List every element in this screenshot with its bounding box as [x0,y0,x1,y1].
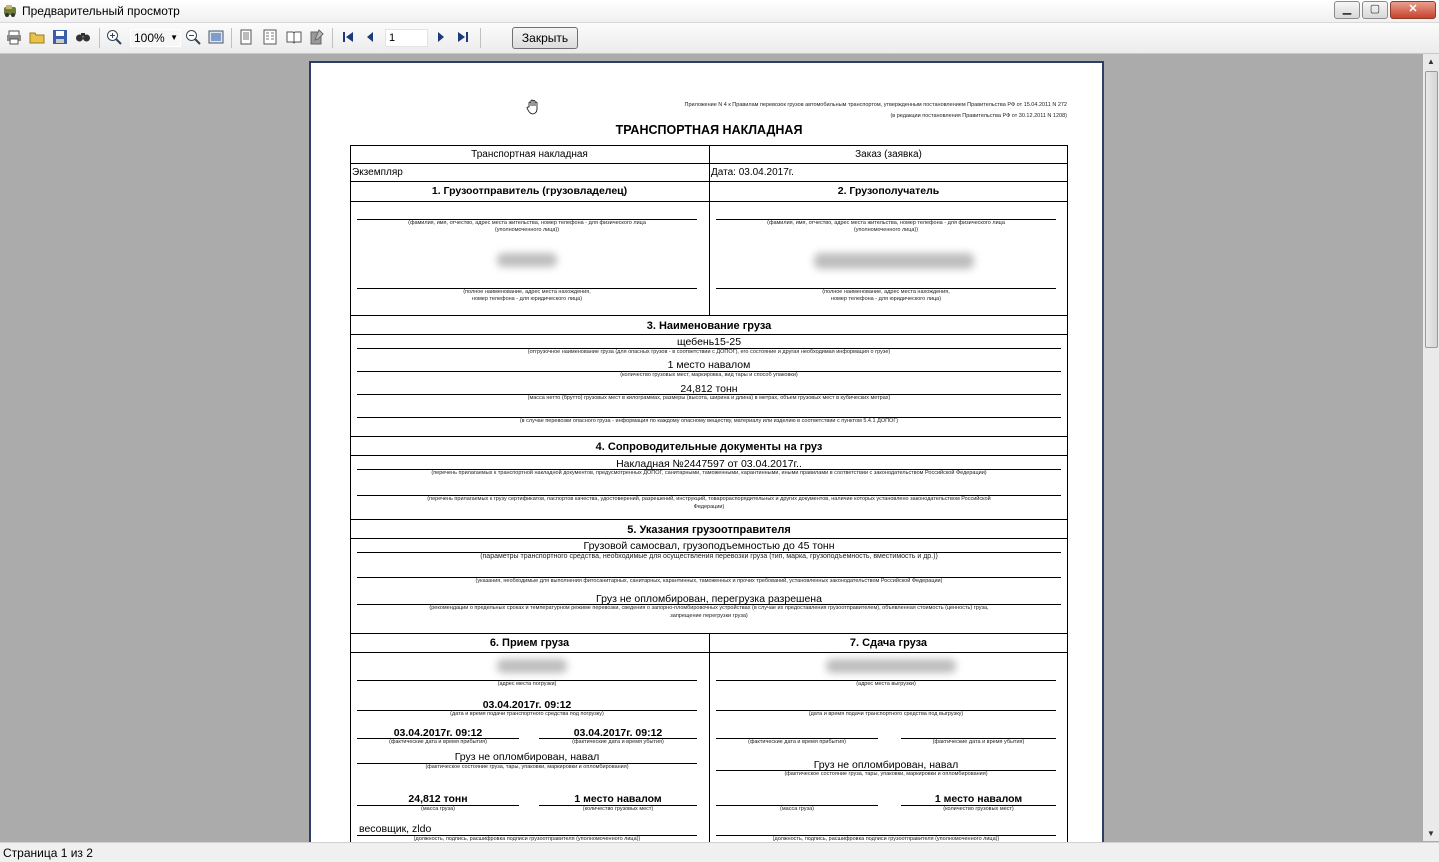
page-status: Страница 1 из 2 [3,846,93,860]
fit-page-icon[interactable] [208,29,224,45]
section-3-title: 3. Наименование груза [646,320,772,332]
docs-hint-3: Федерации) [693,504,725,510]
unload-depart-hint: (фактические дата и время убытия) [932,739,1025,745]
cargo-name-hint: (отгрузочное наименование груза (для опасных грузов - в соответствии с ДОПОГ), его состояние и другая необходимая информация о грузе) [527,349,891,355]
section-1-title: 1. Грузоотправитель (грузовладелец) [431,185,628,197]
open-folder-icon[interactable] [29,29,45,45]
redacted-shipper [497,253,557,267]
mass-value: 24,812 тонн [408,793,468,805]
arrive-time: 03.04.2017г. 09:12 [393,727,483,739]
redacted-load-address [497,659,567,673]
appendix-line-2: (в редакции постановления Правительства РФ от 30.12.2011 N 1208) [890,113,1067,119]
print-icon[interactable] [6,29,22,45]
shipper-org-hint-2: номер телефона - для юридического лица) [471,296,583,302]
load-time: 03.04.2017г. 09:12 [482,699,572,711]
find-icon[interactable] [75,29,91,45]
section-2-title: 2. Грузополучатель [837,185,940,197]
cargo-danger-hint: (в случае перевозки опасного груза - информация по каждому опасному веществу, материалу или изделию в соответствии с пунктом 5.4.1 ДОПОГ) [519,418,899,424]
docs-hint-2: (перечень прилагаемых к грузу сертификатов, паспортов качества, удостоверений, разрешений, инструкций, товарораспорядительных и других документов, наличие которых установлено законодательством Российской [427,496,991,502]
maximize-button[interactable]: ▢ [1362,1,1388,19]
state-hint-right: (фактическое состояние груза, тары, упаковки, маркировки и опломбирования) [784,771,988,777]
seal-value: Груз не опломбирован, перегрузка разрешена [596,593,822,605]
section-7-title: 7. Сдача груза [849,637,928,649]
close-preview-button[interactable]: Закрыть [512,27,578,49]
zoom-select[interactable] [130,29,181,47]
zoom-out-icon[interactable] [185,29,201,45]
depart-hint: (фактические дата и время убытия) [572,739,664,745]
zoom-value: 100% [134,31,165,45]
multi-page-icon[interactable] [262,29,278,45]
places-value-right: 1 место навалом [934,793,1023,805]
seal-hint-2: запрещение перегрузки груза) [670,613,748,619]
window-title: Предварительный просмотр [22,4,180,18]
window-titlebar [0,0,1439,23]
page-setup-icon[interactable] [309,29,325,45]
sign-hint: (должность, подпись, расшифровка подписи грузоотправителя (уполномоченного лица)) [413,836,641,842]
scroll-down-icon[interactable]: ▼ [1427,829,1435,838]
prev-page-icon[interactable] [362,29,378,45]
places-value: 1 место навалом [574,793,662,805]
cargo-name: щебень15-25 [676,336,742,348]
last-page-icon[interactable] [455,29,471,45]
zoom-in-icon[interactable] [106,29,122,45]
document-page [309,61,1104,861]
minimize-button[interactable]: ▁ [1334,1,1360,19]
vehicle-hint: (параметры транспортного средства, необходимые для осуществления перевозки груза (тип, марка, грузоподъемность, вместимость и др.)) [480,553,938,560]
consignee-org-hint-2: номер телефона - для юридического лица) [830,296,942,302]
state-value: Груз не опломбирован, навал [454,751,600,763]
copy-label: Экземпляр [352,167,403,178]
mass-hint-right: (масса груза) [780,806,814,812]
scroll-up-icon[interactable]: ▲ [1427,57,1435,66]
shipper-person-hint-2: (уполномоченного лица)) [494,227,560,233]
redacted-unload-address [826,659,956,673]
weigher: весовщик, zldo [359,823,432,835]
docs-value: Накладная №2447597 от 03.04.2017г.. [616,458,802,470]
redacted-consignee [814,253,974,269]
consignee-person-hint: (фамилия, имя, отчество, адрес места жительства, номер телефона - для физического лица [767,220,1005,226]
close-window-button[interactable]: ✕ [1390,1,1436,19]
load-address-hint: (адрес места погрузки) [497,681,557,687]
page-number-input[interactable]: 1 [385,29,428,47]
cargo-mass: 24,812 тонн [680,383,738,395]
first-page-icon[interactable] [340,29,356,45]
document-title: ТРАНСПОРТНАЯ НАКЛАДНАЯ [615,123,803,137]
consignee-org-hint: (полное наименование, адрес места нахождения, [822,289,950,295]
places-hint-right: (количество грузовых мест) [943,806,1014,812]
status-bar [0,842,1439,862]
toolbar [0,23,1439,54]
col-left-header: Транспортная накладная [471,149,588,160]
vehicle-value: Грузовой самосвал, грузоподъемностью до 45 тонн [583,540,835,552]
single-page-icon[interactable] [238,29,254,45]
places-hint: (количество грузовых мест) [582,806,654,812]
section-6-title: 6. Прием груза [489,637,570,649]
state-hint: (фактическое состояние груза, тары, упаковки, маркировки и опломбирования) [425,764,629,770]
depart-time: 03.04.2017г. 09:12 [573,727,663,739]
unload-time-hint: (дата и время подачи транспортного средства под выгрузку) [808,711,964,717]
arrive-hint: (фактические дата и время прибытия) [389,739,487,745]
next-page-icon[interactable] [433,29,449,45]
appendix-line-1: Приложение N 4 к Правилам перевозок грузов автомобильным транспортом, утвержденным постановлением Правительства РФ от 15.04.2011 N 272 [684,102,1067,108]
chevron-down-icon: ▼ [170,33,178,42]
cargo-places: 1 место навалом [667,359,751,371]
control-hint: (указания, необходимые для выполнения фитосанитарных, санитарных, карантинных, таможенных и прочих требований, установленных законодательством Российской Федерации) [475,578,943,584]
vertical-scrollbar[interactable] [1423,54,1439,841]
consignee-person-hint-2: (уполномоченного лица)) [853,227,919,233]
shipper-org-hint: (полное наименование, адрес места нахождения, [463,289,591,295]
cargo-mass-hint: (масса нетто (брутто) грузовых мест в килограммах, размеры (высота, ширина и длина) в метрах, объем грузовых мест в кубических метрах) [527,395,891,401]
book-icon[interactable] [286,29,302,45]
app-icon [3,4,17,17]
state-value-right: Груз не опломбирован, навал [813,759,959,771]
section-4-title: 4. Сопроводительные документы на груз [595,441,823,453]
seal-hint: (рекомендации о предельных сроках и температурном режиме перевозки, сведения о запорно-пломбировочных устройствах (в случае их предоставления грузоотправителем), объявленная стоимость (ценность) груза, [429,605,989,611]
cargo-places-hint: (количество грузовых мест, маркировка, вид тары и способ упаковки) [620,372,798,378]
shipper-person-hint: (фамилия, имя, отчество, адрес места жительства, номер телефона - для физического лица [408,220,646,226]
unload-arrive-hint: (фактические дата и время прибытия) [748,739,846,745]
unload-address-hint: (адрес места выгрузки) [856,681,916,687]
load-time-hint: (дата и время подачи транспортного средства под погрузку) [450,711,604,717]
section-5-title: 5. Указания грузоотправителя [627,524,791,536]
scroll-thumb[interactable] [1425,71,1438,348]
col-right-header: Заказ (заявка) [855,149,922,160]
hand-cursor-icon [526,99,540,115]
order-date: Дата: 03.04.2017г. [711,167,794,178]
mass-hint: (масса груза) [421,806,455,812]
save-icon[interactable] [52,29,68,45]
docs-hint: (перечень прилагаемых к транспортной накладной документов, предусмотренных ДОПОГ, санитарными, таможенными, карантинными, иными правилами в соответствии с законодательством Российской Федерации) [431,470,987,476]
sign-hint-right: (должность, подпись, расшифровка подписи грузоотправителя (уполномоченного лица)) [772,836,1000,842]
